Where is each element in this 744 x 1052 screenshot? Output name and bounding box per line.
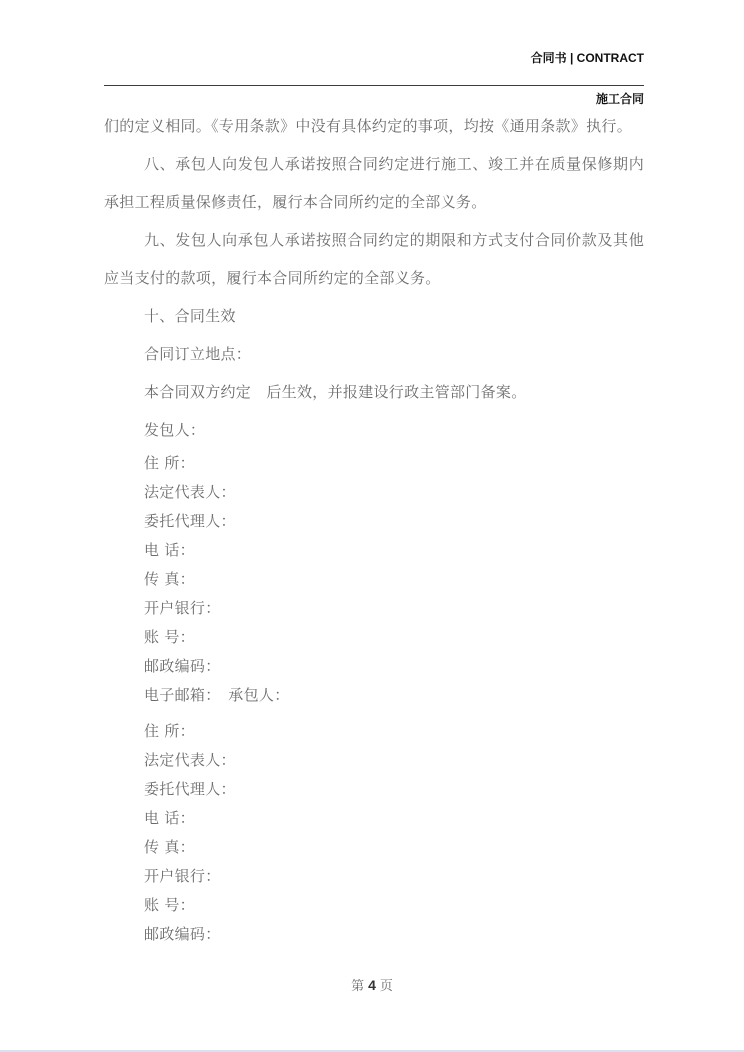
para-clause-10-heading: 十、合同生效 — [144, 307, 236, 325]
page-number-prefix: 第 — [351, 979, 365, 994]
para-clause-9: 九、发包人向承包人承诺按照合同约定的期限和方式支付合同价款及其他应当支付的款项，履行本合同所约定的全部义务。 — [104, 231, 644, 287]
field-label-address: 住 所： — [144, 454, 195, 472]
field-label-authorized-agent-2: 委托代理人： — [144, 780, 236, 798]
line-effective-condition: 本合同双方约定 后生效，并报建设行政主管部门备案。 — [144, 383, 527, 401]
page-header — [0, 0, 744, 107]
field-label-telephone: 电 话： — [144, 541, 195, 559]
field-label-fax: 传 真： — [144, 570, 195, 588]
field-label-account-number-2: 账 号： — [144, 896, 195, 914]
header-divider-line — [104, 85, 644, 86]
field-label-address-2: 住 所： — [144, 722, 195, 740]
contract-body — [0, 107, 744, 949]
field-label-fax-2: 传 真： — [144, 838, 195, 856]
para-definitions-continuation: 们的定义相同。《专用条款》中没有具体约定的事项，均按《通用条款》执行。 — [104, 117, 633, 135]
field-label-account-number: 账 号： — [144, 628, 195, 646]
field-label-legal-representative: 法定代表人： — [144, 483, 236, 501]
field-label-bank-2: 开户银行： — [144, 867, 221, 885]
field-label-email-and-contractor: 电子邮箱： 承包人： — [144, 686, 290, 704]
field-label-postal-code-2: 邮政编码： — [144, 925, 221, 943]
field-label-authorized-agent: 委托代理人： — [144, 512, 236, 530]
document-subtitle: 施工合同 — [595, 92, 644, 106]
field-label-telephone-2: 电 话： — [144, 809, 195, 827]
line-contract-place: 合同订立地点： — [144, 345, 252, 363]
para-clause-8: 八、承包人向发包人承诺按照合同约定进行施工、竣工并在质量保修期内承担工程质量保修责任，履行本合同所约定的全部义务。 — [104, 155, 644, 211]
field-label-legal-representative-2: 法定代表人： — [144, 751, 236, 769]
field-label-postal-code: 邮政编码： — [144, 657, 221, 675]
document-type-label: 合同书 | CONTRACT — [530, 51, 644, 65]
page-footer — [0, 976, 744, 996]
page-number: 4 — [368, 977, 376, 993]
page-number-suffix: 页 — [379, 979, 393, 994]
field-label-bank: 开户银行： — [144, 599, 221, 617]
line-employer-label: 发包人： — [144, 421, 206, 439]
